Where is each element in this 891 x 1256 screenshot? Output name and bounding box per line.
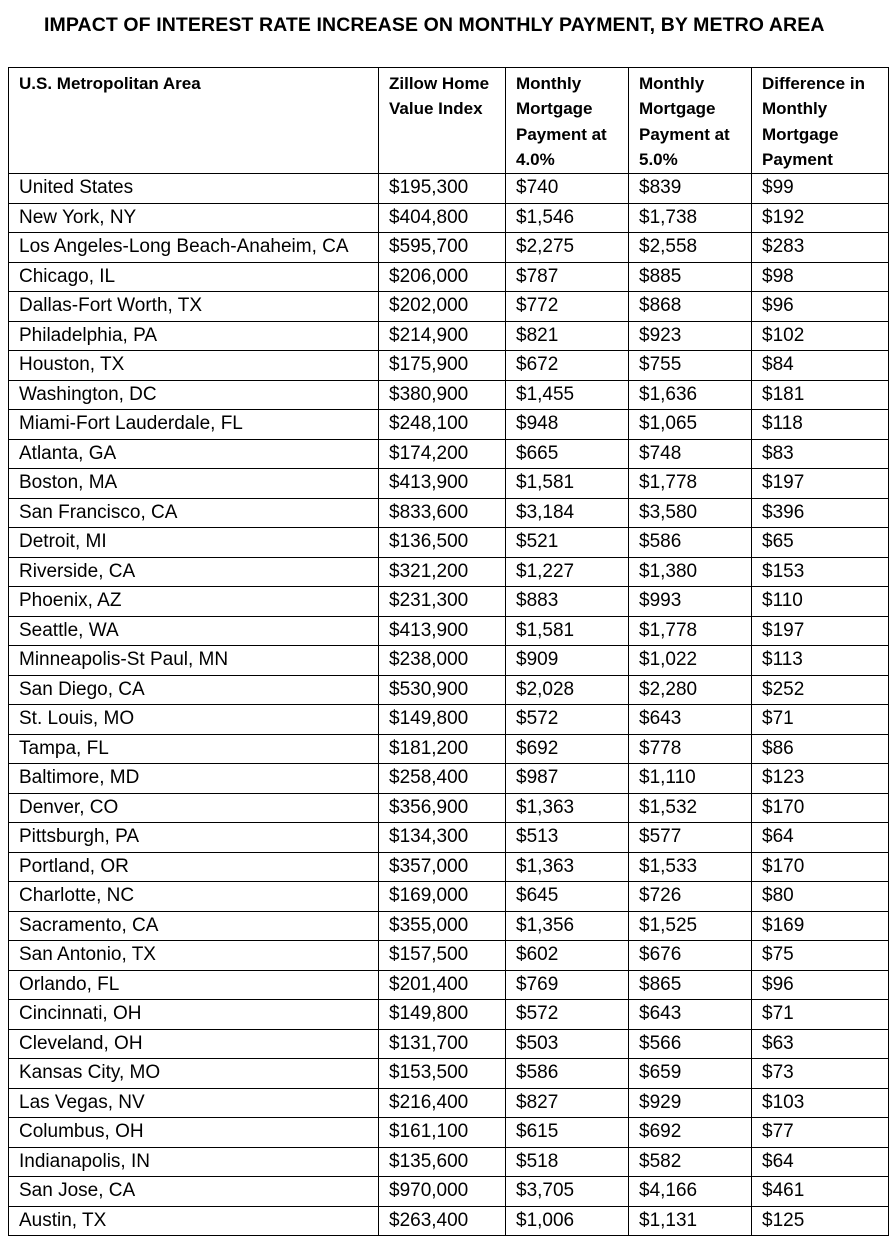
payment-5-cell: $3,580 [629, 498, 752, 528]
header-payment-4-percent: Monthly Mortgage Payment at 4.0% [506, 68, 629, 174]
difference-cell: $252 [752, 675, 889, 705]
difference-cell: $181 [752, 380, 889, 410]
metro-area-cell: Houston, TX [9, 351, 379, 381]
home-value-cell: $248,100 [379, 410, 506, 440]
payment-5-cell: $726 [629, 882, 752, 912]
metro-area-cell: Tampa, FL [9, 734, 379, 764]
table-row [9, 911, 889, 941]
difference-cell: $71 [752, 705, 889, 735]
difference-cell: $197 [752, 616, 889, 646]
metro-area-cell: Dallas-Fort Worth, TX [9, 292, 379, 322]
metro-area-cell: Cincinnati, OH [9, 1000, 379, 1030]
metro-area-cell: Indianapolis, IN [9, 1147, 379, 1177]
metro-area-cell: Portland, OR [9, 852, 379, 882]
payment-5-cell: $993 [629, 587, 752, 617]
metro-area-cell: San Diego, CA [9, 675, 379, 705]
metro-area-cell: Las Vegas, NV [9, 1088, 379, 1118]
difference-cell: $170 [752, 852, 889, 882]
metro-area-cell: Los Angeles-Long Beach-Anaheim, CA [9, 233, 379, 263]
payment-5-cell: $676 [629, 941, 752, 971]
home-value-cell: $380,900 [379, 380, 506, 410]
home-value-cell: $202,000 [379, 292, 506, 322]
header-metro-area: U.S. Metropolitan Area [9, 68, 379, 174]
difference-cell: $461 [752, 1177, 889, 1207]
difference-cell: $118 [752, 410, 889, 440]
table-row [9, 764, 889, 794]
payment-5-cell: $577 [629, 823, 752, 853]
difference-cell: $99 [752, 174, 889, 204]
table-row [9, 1088, 889, 1118]
table-row [9, 970, 889, 1000]
payment-5-cell: $1,532 [629, 793, 752, 823]
header-home-value-index: Zillow Home Value Index [379, 68, 506, 174]
payment-5-cell: $1,525 [629, 911, 752, 941]
payment-4-cell: $909 [506, 646, 629, 676]
difference-cell: $63 [752, 1029, 889, 1059]
metro-area-cell: Riverside, CA [9, 557, 379, 587]
payment-5-cell: $865 [629, 970, 752, 1000]
header-payment-difference: Difference in Monthly Mortgage Payment [752, 68, 889, 174]
table-row [9, 675, 889, 705]
metro-area-cell: Charlotte, NC [9, 882, 379, 912]
payment-4-cell: $572 [506, 705, 629, 735]
payment-4-cell: $1,363 [506, 852, 629, 882]
payment-5-cell: $659 [629, 1059, 752, 1089]
payment-4-cell: $665 [506, 439, 629, 469]
table-row [9, 1029, 889, 1059]
table-row [9, 587, 889, 617]
table-row [9, 941, 889, 971]
metro-area-cell: Cleveland, OH [9, 1029, 379, 1059]
payment-5-cell: $748 [629, 439, 752, 469]
payment-5-cell: $1,778 [629, 469, 752, 499]
table-row [9, 439, 889, 469]
table-row [9, 1206, 889, 1236]
payment-4-cell: $1,581 [506, 616, 629, 646]
difference-cell: $192 [752, 203, 889, 233]
payment-4-cell: $772 [506, 292, 629, 322]
home-value-cell: $175,900 [379, 351, 506, 381]
home-value-cell: $355,000 [379, 911, 506, 941]
payment-4-cell: $602 [506, 941, 629, 971]
payment-4-cell: $1,356 [506, 911, 629, 941]
home-value-cell: $258,400 [379, 764, 506, 794]
home-value-cell: $413,900 [379, 616, 506, 646]
table-body [9, 174, 889, 1236]
payment-5-cell: $566 [629, 1029, 752, 1059]
payment-4-cell: $1,006 [506, 1206, 629, 1236]
payment-4-cell: $987 [506, 764, 629, 794]
home-value-cell: $153,500 [379, 1059, 506, 1089]
home-value-cell: $149,800 [379, 705, 506, 735]
home-value-cell: $134,300 [379, 823, 506, 853]
metro-area-cell: Columbus, OH [9, 1118, 379, 1148]
home-value-cell: $161,100 [379, 1118, 506, 1148]
payment-5-cell: $4,166 [629, 1177, 752, 1207]
payment-5-cell: $1,778 [629, 616, 752, 646]
payment-4-cell: $518 [506, 1147, 629, 1177]
table-row [9, 410, 889, 440]
payment-5-cell: $1,380 [629, 557, 752, 587]
table-row [9, 1000, 889, 1030]
payment-4-cell: $572 [506, 1000, 629, 1030]
home-value-cell: $157,500 [379, 941, 506, 971]
table-row [9, 380, 889, 410]
home-value-cell: $404,800 [379, 203, 506, 233]
payment-5-cell: $923 [629, 321, 752, 351]
difference-cell: $96 [752, 970, 889, 1000]
difference-cell: $98 [752, 262, 889, 292]
difference-cell: $283 [752, 233, 889, 263]
home-value-cell: $970,000 [379, 1177, 506, 1207]
payment-5-cell: $1,533 [629, 852, 752, 882]
metro-area-cell: Austin, TX [9, 1206, 379, 1236]
difference-cell: $125 [752, 1206, 889, 1236]
table-row [9, 233, 889, 263]
payment-5-cell: $868 [629, 292, 752, 322]
home-value-cell: $149,800 [379, 1000, 506, 1030]
table-row [9, 203, 889, 233]
table-row [9, 1118, 889, 1148]
home-value-cell: $206,000 [379, 262, 506, 292]
metro-area-cell: Atlanta, GA [9, 439, 379, 469]
payment-5-cell: $755 [629, 351, 752, 381]
difference-cell: $113 [752, 646, 889, 676]
difference-cell: $77 [752, 1118, 889, 1148]
table-row [9, 262, 889, 292]
payment-4-cell: $3,705 [506, 1177, 629, 1207]
metro-area-cell: San Francisco, CA [9, 498, 379, 528]
table-row [9, 1177, 889, 1207]
metro-area-cell: Detroit, MI [9, 528, 379, 558]
metro-area-cell: St. Louis, MO [9, 705, 379, 735]
metro-area-cell: Philadelphia, PA [9, 321, 379, 351]
home-value-cell: $174,200 [379, 439, 506, 469]
metro-area-cell: Phoenix, AZ [9, 587, 379, 617]
payment-5-cell: $692 [629, 1118, 752, 1148]
payment-5-cell: $839 [629, 174, 752, 204]
metro-area-cell: Minneapolis-St Paul, MN [9, 646, 379, 676]
metro-area-cell: Seattle, WA [9, 616, 379, 646]
table-row [9, 882, 889, 912]
difference-cell: $96 [752, 292, 889, 322]
header-payment-5-percent: Monthly Mortgage Payment at 5.0% [629, 68, 752, 174]
metro-area-cell: Washington, DC [9, 380, 379, 410]
metro-area-cell: Boston, MA [9, 469, 379, 499]
home-value-cell: $238,000 [379, 646, 506, 676]
home-value-cell: $321,200 [379, 557, 506, 587]
payment-4-cell: $586 [506, 1059, 629, 1089]
payment-5-cell: $1,065 [629, 410, 752, 440]
difference-cell: $65 [752, 528, 889, 558]
home-value-cell: $136,500 [379, 528, 506, 558]
home-value-cell: $214,900 [379, 321, 506, 351]
payment-5-cell: $1,131 [629, 1206, 752, 1236]
payment-4-cell: $1,546 [506, 203, 629, 233]
home-value-cell: $131,700 [379, 1029, 506, 1059]
table-row [9, 646, 889, 676]
difference-cell: $64 [752, 1147, 889, 1177]
payment-4-cell: $672 [506, 351, 629, 381]
difference-cell: $64 [752, 823, 889, 853]
metro-area-cell: San Jose, CA [9, 1177, 379, 1207]
payment-4-cell: $2,275 [506, 233, 629, 263]
payment-4-cell: $1,455 [506, 380, 629, 410]
payment-4-cell: $787 [506, 262, 629, 292]
table-row [9, 705, 889, 735]
payment-5-cell: $582 [629, 1147, 752, 1177]
difference-cell: $102 [752, 321, 889, 351]
payment-4-cell: $615 [506, 1118, 629, 1148]
payment-4-cell: $740 [506, 174, 629, 204]
table-row [9, 616, 889, 646]
home-value-cell: $357,000 [379, 852, 506, 882]
payment-5-cell: $1,110 [629, 764, 752, 794]
home-value-cell: $181,200 [379, 734, 506, 764]
metro-area-cell: Sacramento, CA [9, 911, 379, 941]
difference-cell: $169 [752, 911, 889, 941]
metro-area-cell: Pittsburgh, PA [9, 823, 379, 853]
payment-4-cell: $948 [506, 410, 629, 440]
table-row [9, 823, 889, 853]
payment-4-cell: $1,227 [506, 557, 629, 587]
home-value-cell: $135,600 [379, 1147, 506, 1177]
metro-area-cell: Denver, CO [9, 793, 379, 823]
table-row [9, 469, 889, 499]
difference-cell: $84 [752, 351, 889, 381]
payment-5-cell: $885 [629, 262, 752, 292]
difference-cell: $80 [752, 882, 889, 912]
table-row [9, 528, 889, 558]
metro-payment-table [8, 67, 889, 1236]
table-row [9, 1147, 889, 1177]
table-row [9, 498, 889, 528]
home-value-cell: $530,900 [379, 675, 506, 705]
difference-cell: $75 [752, 941, 889, 971]
payment-5-cell: $1,636 [629, 380, 752, 410]
table-row [9, 321, 889, 351]
payment-4-cell: $1,581 [506, 469, 629, 499]
table-row [9, 351, 889, 381]
payment-4-cell: $883 [506, 587, 629, 617]
payment-5-cell: $643 [629, 1000, 752, 1030]
payment-4-cell: $827 [506, 1088, 629, 1118]
payment-4-cell: $513 [506, 823, 629, 853]
metro-area-cell: United States [9, 174, 379, 204]
home-value-cell: $833,600 [379, 498, 506, 528]
table-row [9, 174, 889, 204]
difference-cell: $110 [752, 587, 889, 617]
home-value-cell: $356,900 [379, 793, 506, 823]
home-value-cell: $413,900 [379, 469, 506, 499]
table-header-row [9, 68, 889, 174]
difference-cell: $86 [752, 734, 889, 764]
payment-5-cell: $1,738 [629, 203, 752, 233]
page-title: IMPACT OF INTEREST RATE INCREASE ON MONTHLY PAYMENT, BY METRO AREA [44, 14, 825, 36]
home-value-cell: $595,700 [379, 233, 506, 263]
table-row [9, 557, 889, 587]
payment-4-cell: $821 [506, 321, 629, 351]
difference-cell: $170 [752, 793, 889, 823]
difference-cell: $123 [752, 764, 889, 794]
difference-cell: $71 [752, 1000, 889, 1030]
payment-4-cell: $521 [506, 528, 629, 558]
difference-cell: $73 [752, 1059, 889, 1089]
payment-4-cell: $1,363 [506, 793, 629, 823]
payment-4-cell: $645 [506, 882, 629, 912]
payment-5-cell: $643 [629, 705, 752, 735]
metro-area-cell: New York, NY [9, 203, 379, 233]
payment-5-cell: $2,280 [629, 675, 752, 705]
metro-area-cell: San Antonio, TX [9, 941, 379, 971]
home-value-cell: $216,400 [379, 1088, 506, 1118]
home-value-cell: $195,300 [379, 174, 506, 204]
difference-cell: $153 [752, 557, 889, 587]
difference-cell: $197 [752, 469, 889, 499]
payment-5-cell: $778 [629, 734, 752, 764]
metro-area-cell: Orlando, FL [9, 970, 379, 1000]
payment-5-cell: $586 [629, 528, 752, 558]
table-row [9, 793, 889, 823]
payment-4-cell: $503 [506, 1029, 629, 1059]
home-value-cell: $231,300 [379, 587, 506, 617]
payment-4-cell: $2,028 [506, 675, 629, 705]
home-value-cell: $169,000 [379, 882, 506, 912]
table-row [9, 292, 889, 322]
metro-area-cell: Baltimore, MD [9, 764, 379, 794]
home-value-cell: $263,400 [379, 1206, 506, 1236]
difference-cell: $396 [752, 498, 889, 528]
payment-5-cell: $1,022 [629, 646, 752, 676]
table-row [9, 1059, 889, 1089]
table-row [9, 734, 889, 764]
metro-area-cell: Kansas City, MO [9, 1059, 379, 1089]
metro-area-cell: Chicago, IL [9, 262, 379, 292]
metro-area-cell: Miami-Fort Lauderdale, FL [9, 410, 379, 440]
home-value-cell: $201,400 [379, 970, 506, 1000]
payment-4-cell: $692 [506, 734, 629, 764]
payment-4-cell: $3,184 [506, 498, 629, 528]
payment-5-cell: $929 [629, 1088, 752, 1118]
table-row [9, 852, 889, 882]
payment-4-cell: $769 [506, 970, 629, 1000]
difference-cell: $83 [752, 439, 889, 469]
payment-5-cell: $2,558 [629, 233, 752, 263]
difference-cell: $103 [752, 1088, 889, 1118]
